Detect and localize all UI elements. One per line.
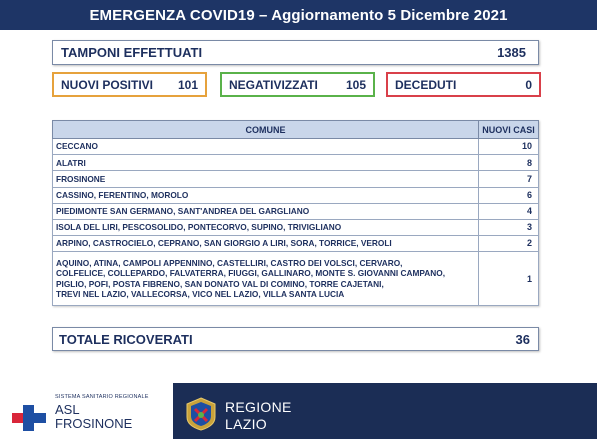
positivi-value: 101 — [177, 77, 198, 92]
comune-cell: CECCANO — [53, 139, 479, 155]
regione-line2: LAZIO — [225, 416, 267, 432]
table-row — [53, 236, 539, 252]
regione-emblem-icon — [185, 397, 217, 431]
table-row — [53, 139, 539, 155]
casi-cell: 2 — [479, 236, 539, 252]
table-row — [53, 252, 539, 306]
negativizzati-box — [220, 72, 375, 97]
totale-box — [52, 327, 539, 351]
regione-name — [225, 399, 292, 433]
table-row — [53, 187, 539, 203]
casi-cell: 1 — [479, 252, 539, 306]
comune-line: PIGLIO, POFI, POSTA FIBRENO, SAN DONATO VAL DI COMINO, TORRE CAJETANI, — [56, 278, 384, 289]
casi-cell: 3 — [479, 219, 539, 235]
comune-line: TREVI NEL LAZIO, VALLECORSA, VICO NEL LAZIO, VILLA SANTA LUCIA — [56, 289, 345, 300]
casi-cell: 8 — [479, 155, 539, 171]
negativizzati-label: NEGATIVIZZATI — [229, 77, 318, 92]
comune-cell: ALATRI — [53, 155, 479, 171]
asl-footer — [0, 383, 172, 439]
comune-line: AQUINO, ATINA, CAMPOLI APPENNINO, CASTELLIRI, CASTRO DEI VOLSCI, CERVARO, — [56, 257, 403, 268]
cases-table — [52, 120, 539, 306]
positivi-box — [52, 72, 207, 97]
asl-caption: SISTEMA SANITARIO REGIONALE — [55, 394, 149, 400]
deceduti-box — [386, 72, 541, 97]
table-row — [53, 171, 539, 187]
comune-cell: FROSINONE — [53, 171, 479, 187]
table-row — [53, 203, 539, 219]
tamponi-box — [52, 40, 539, 65]
casi-cell: 4 — [479, 203, 539, 219]
tamponi-label: TAMPONI EFFETTUATI — [61, 45, 203, 60]
asl-line1: ASL — [55, 402, 80, 417]
totale-value: 36 — [515, 331, 530, 347]
comune-cell: ISOLA DEL LIRI, PESCOSOLIDO, PONTECORVO, SUPINO, TRIVIGLIANO — [53, 219, 479, 235]
table-row — [53, 155, 539, 171]
comune-header: COMUNE — [53, 121, 479, 139]
comune-cell: ARPINO, CASTROCIELO, CEPRANO, SAN GIORGIO A LIRI, SORA, TORRICE, VEROLI — [53, 236, 479, 252]
negativizzati-value: 105 — [345, 77, 366, 92]
table-header-row — [53, 121, 539, 139]
asl-line2: FROSINONE — [55, 416, 133, 431]
asl-cross-icon — [12, 405, 46, 431]
comune-cell: PIEDIMONTE SAN GERMANO, SANT'ANDREA DEL GARGLIANO — [53, 203, 479, 219]
tamponi-value: 1385 — [497, 45, 526, 60]
header-banner — [0, 0, 597, 30]
comune-cell: CASSINO, FERENTINO, MOROLO — [53, 187, 479, 203]
casi-cell: 7 — [479, 171, 539, 187]
deceduti-label: DECEDUTI — [395, 77, 457, 92]
casi-cell: 10 — [479, 139, 539, 155]
regione-footer — [173, 383, 597, 439]
comune-cell-multi — [53, 252, 479, 306]
table-row — [53, 219, 539, 235]
casi-cell: 6 — [479, 187, 539, 203]
page-title: EMERGENZA COVID19 – Aggiornamento 5 Dicembre 2021 — [89, 6, 508, 24]
regione-line1: REGIONE — [225, 399, 292, 415]
asl-name — [55, 403, 132, 431]
positivi-label: NUOVI POSITIVI — [61, 77, 154, 92]
deceduti-value: 0 — [525, 77, 532, 92]
totale-label: TOTALE RICOVERATI — [59, 331, 193, 347]
comune-line: COLFELICE, COLLEPARDO, FALVATERRA, FIUGGI, GALLINARO, MONTE S. GIOVANNI CAMPANO, — [56, 268, 446, 279]
casi-header: NUOVI CASI — [479, 121, 539, 139]
